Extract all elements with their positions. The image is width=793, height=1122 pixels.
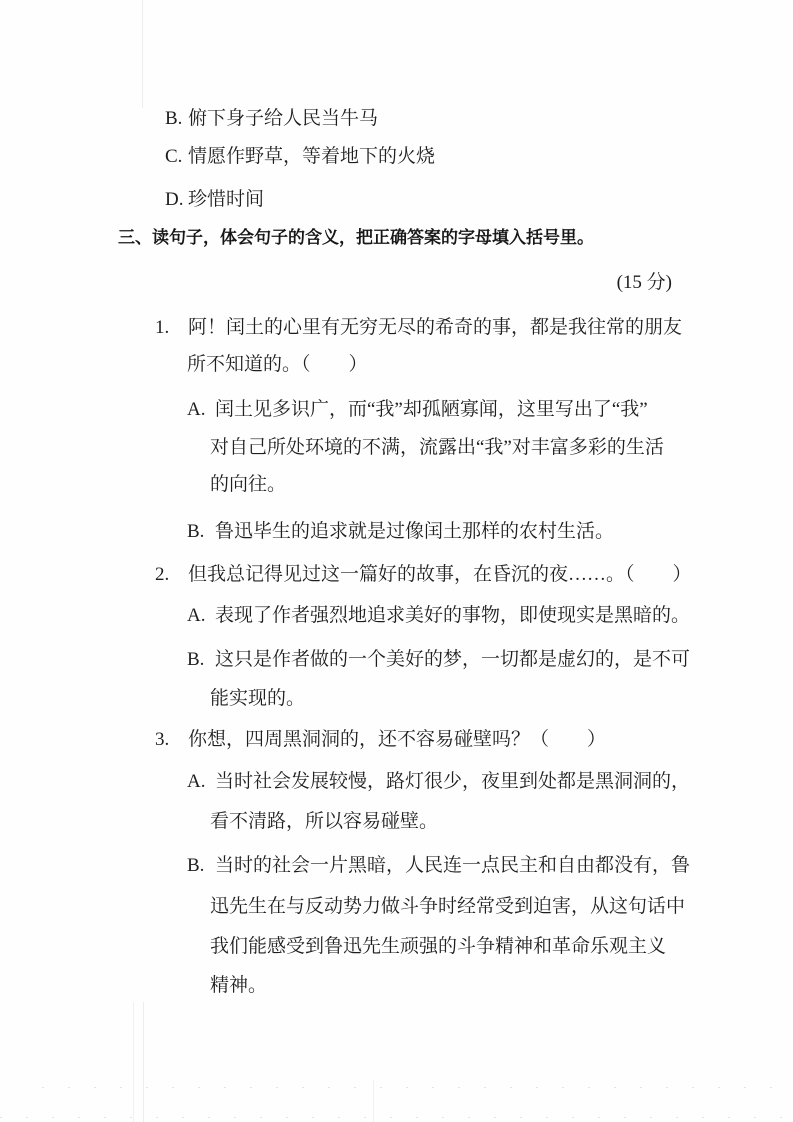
option-letter: B. (187, 649, 205, 670)
scan-artifact (133, 1002, 134, 1122)
option-letter: A. (187, 399, 206, 420)
prev-option-d (165, 187, 264, 213)
question-1-option-a-line-1 (187, 397, 648, 423)
question-3-option-b-line-2 (210, 894, 685, 920)
question-3-option-b-line-4 (210, 973, 267, 999)
stem-text: 阿！闰土的心里有无穷无尽的希奇的事，都是我往常的朋友 (188, 317, 683, 338)
prev-option-c (165, 144, 435, 170)
option-text: 精神。 (210, 975, 268, 996)
question-1-stem-line-1 (155, 315, 682, 341)
question-3-option-a-line-2 (210, 809, 438, 835)
question-2-option-b-line-1 (187, 647, 690, 673)
points-label: (15 分) (616, 272, 672, 293)
option-letter: D. (165, 189, 184, 210)
option-text: 情愿作野草，等着地下的火烧 (188, 146, 436, 167)
question-number: 1. (155, 317, 170, 338)
option-text: 俯下身子给人民当牛马 (188, 108, 379, 129)
option-text: 能实现的。 (210, 688, 306, 709)
option-text: 对自己所处环境的不满，流露出“我”对丰富多彩的生活 (210, 437, 664, 458)
option-letter: A. (187, 605, 206, 626)
question-number: 2. (155, 564, 170, 585)
option-text: 当时的社会一片黑暗，人民连一点民主和自由都没有，鲁 (215, 855, 691, 876)
question-3-option-b-line-3 (210, 934, 666, 960)
question-2-stem-line-1 (155, 562, 692, 588)
scan-artifact (42, 1087, 787, 1088)
stem-text: 你想，四周黑洞洞的，还不容易碰壁吗？（ ） (188, 729, 607, 750)
option-text: 闰土见多识广，而“我”却孤陋寡闻，这里写出了“我” (215, 399, 648, 420)
option-text: 的向往。 (210, 474, 287, 495)
question-3-option-a-line-1 (187, 769, 690, 795)
option-text: 这只是作者做的一个美好的梦，一切都是虚幻的，是不可 (215, 649, 691, 670)
option-letter: B. (187, 521, 205, 542)
option-text: 当时社会发展较慢，路灯很少，夜里到处都是黑洞洞的， (215, 771, 691, 792)
question-3-option-b-line-1 (187, 853, 690, 879)
question-3-stem-line-1 (155, 727, 606, 753)
question-1-option-a-line-2 (210, 435, 664, 461)
option-text: 迅先生在与反动势力做斗争时经常受到迫害，从这句话中 (210, 896, 686, 917)
prev-option-b (165, 106, 378, 132)
question-1-option-a-line-3 (210, 472, 286, 498)
question-1-option-b-line-1 (187, 519, 614, 545)
option-letter: C. (165, 146, 183, 167)
question-2-option-a-line-1 (187, 603, 690, 629)
question-2-option-b-line-2 (210, 686, 305, 712)
scan-artifact (0, 1117, 793, 1118)
scan-artifact (142, 0, 143, 108)
option-text: 珍惜时间 (188, 189, 265, 210)
section-heading: 三、读句子，体会句子的含义，把正确答案的字母填入括号里。 (118, 228, 594, 247)
question-number: 3. (155, 729, 170, 750)
stem-text: 但我总记得见过这一篇好的故事，在昏沉的夜……。（ ） (188, 564, 692, 585)
scan-artifact (143, 1002, 144, 1122)
option-text: 我们能感受到鲁迅先生顽强的斗争精神和革命乐观主义 (210, 936, 667, 957)
option-text: 鲁迅毕生的追求就是过像闰土那样的农村生活。 (215, 521, 615, 542)
question-1-stem-line-2 (187, 352, 368, 378)
option-text: 表现了作者强烈地追求美好的事物，即使现实是黑暗的。 (215, 605, 691, 626)
option-letter: A. (187, 771, 206, 792)
stem-text: 所不知道的。（ ） (187, 354, 368, 375)
option-letter: B. (187, 855, 205, 876)
option-text: 看不清路，所以容易碰壁。 (210, 811, 439, 832)
option-letter: B. (165, 108, 183, 129)
